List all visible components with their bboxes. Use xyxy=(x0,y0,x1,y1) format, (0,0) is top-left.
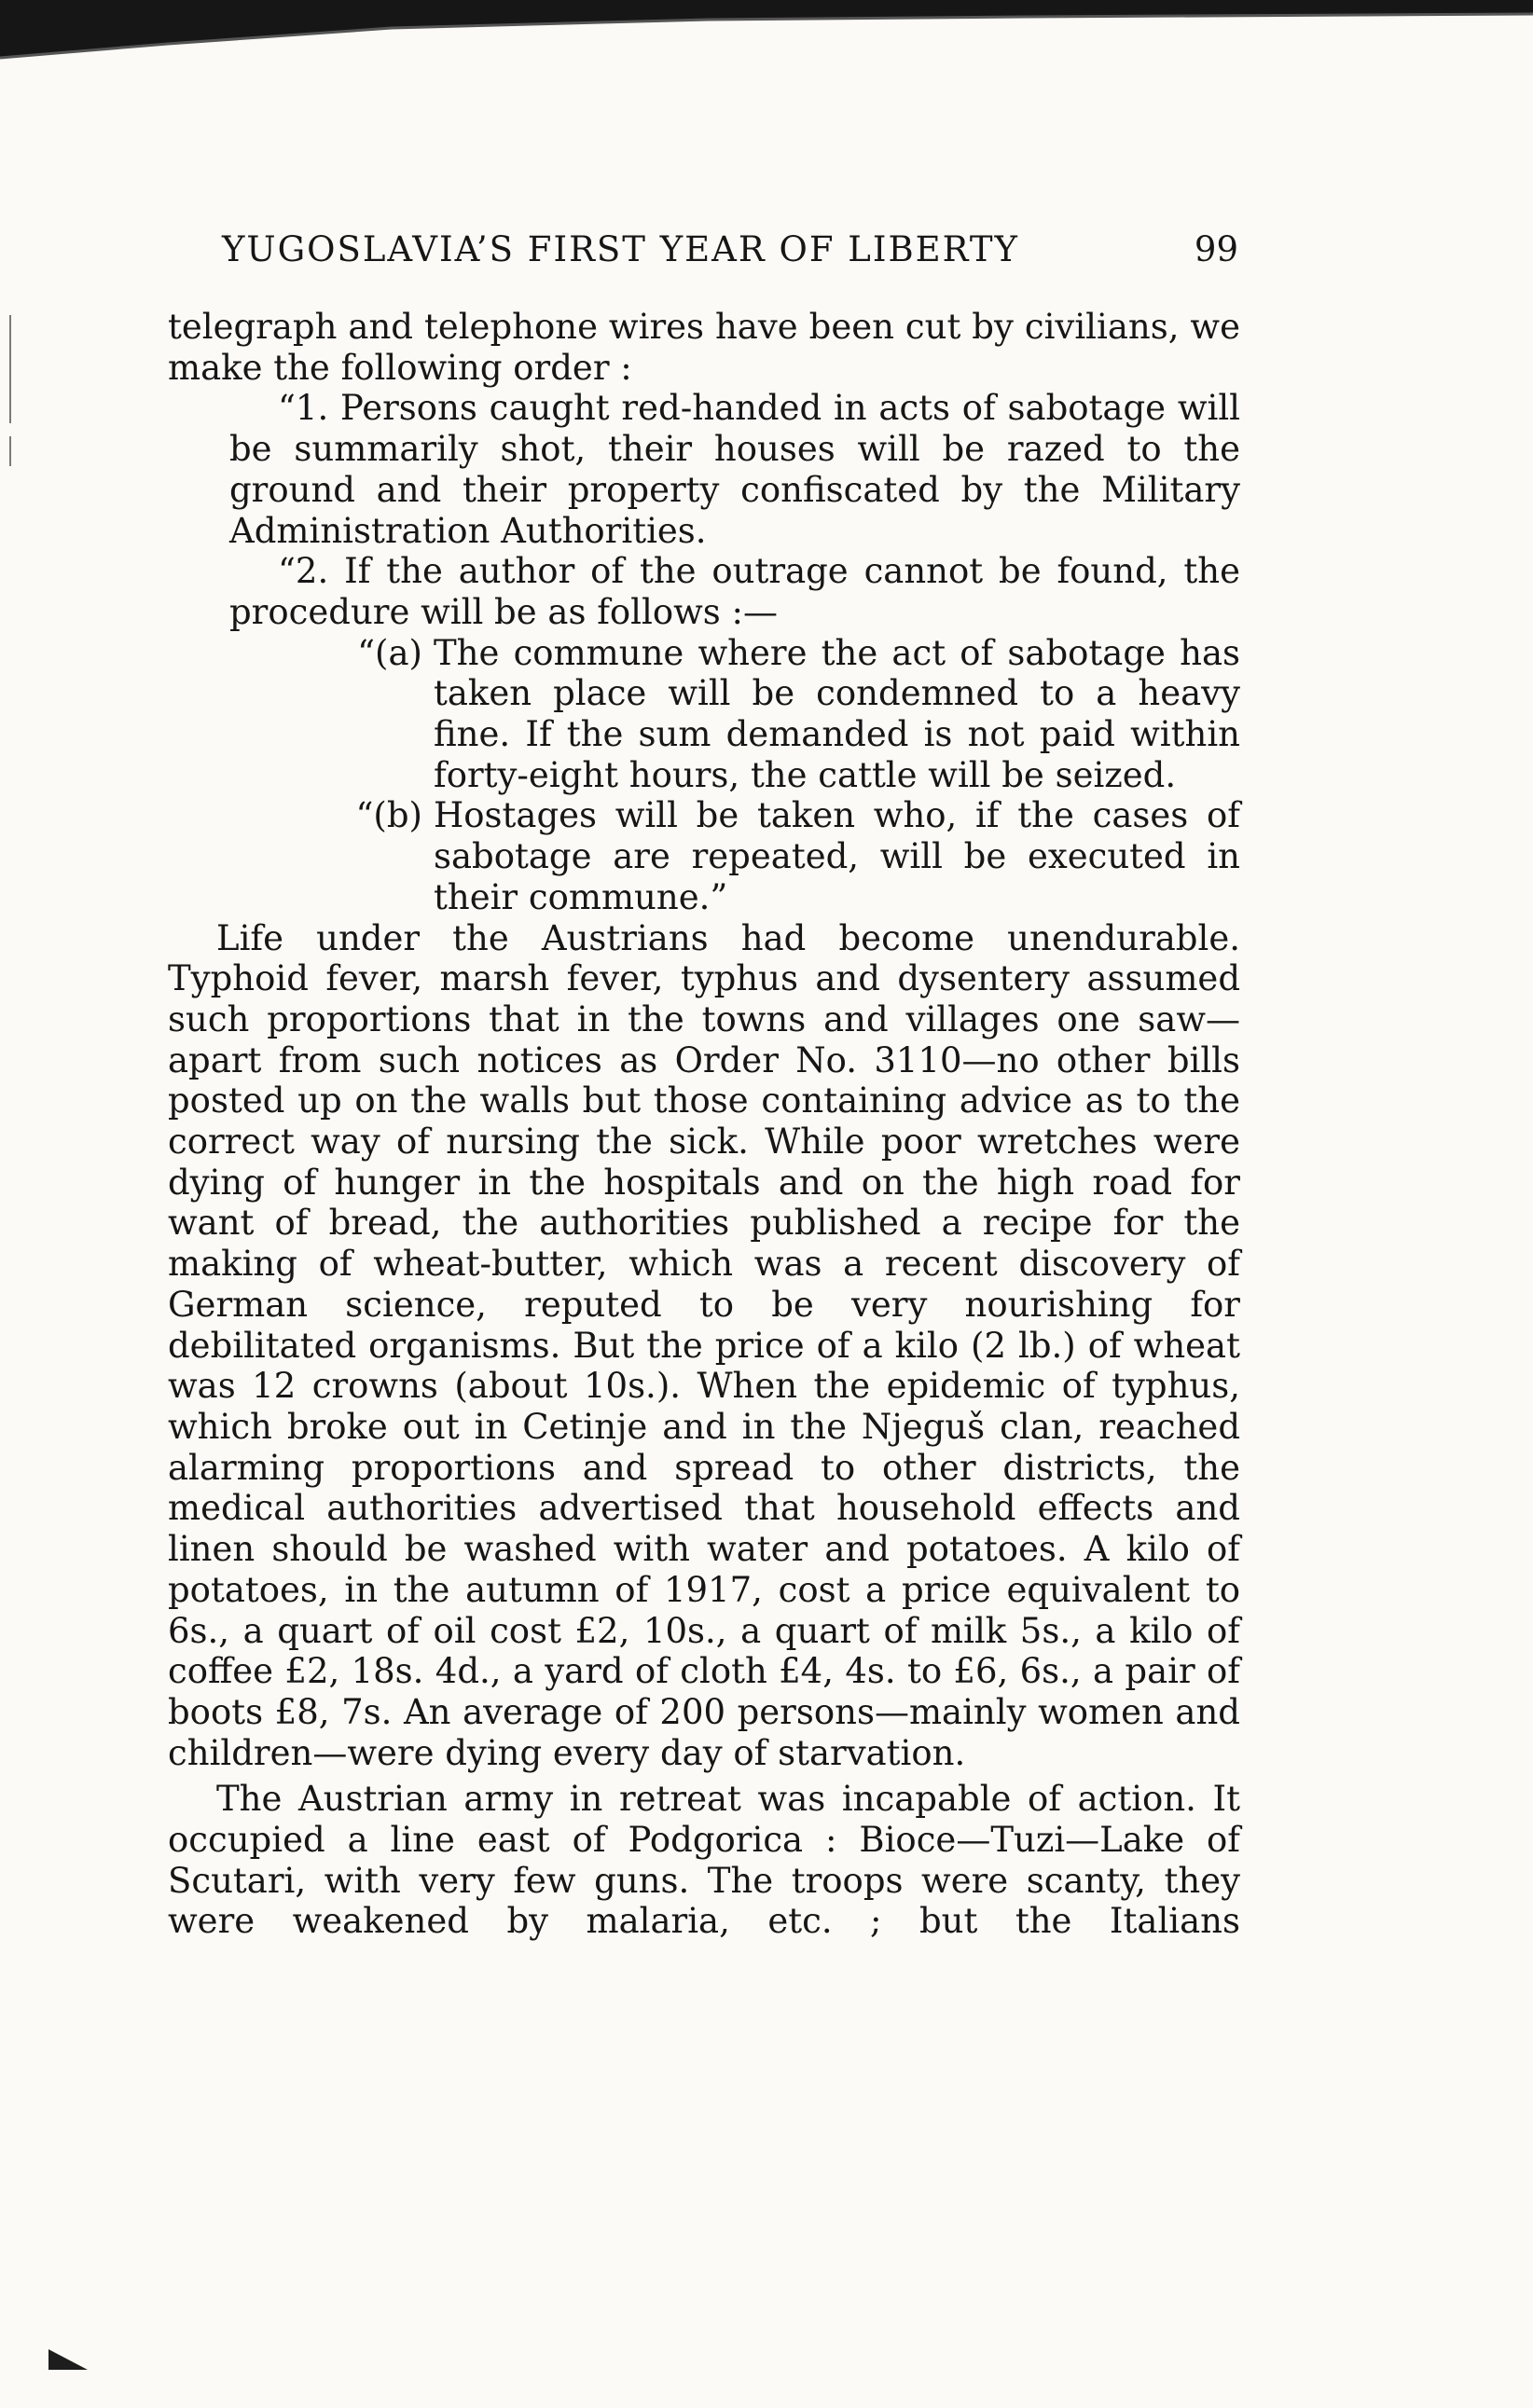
opening-paragraph: telegraph and telephone wires have been cut by civilians, we make the following order : xyxy=(168,307,1240,388)
order-item-1: “1. Persons caught red-handed in acts of sabotage will be summarily shot, their houses will be razed to the ground and their property confiscated by the Military Administration Authorities. xyxy=(229,388,1240,551)
left-page-margin-line-lower xyxy=(9,436,11,466)
left-page-margin-line xyxy=(9,315,11,423)
sub-item-a-label: “(a) xyxy=(357,632,422,673)
order-sub-item-b xyxy=(331,795,1240,917)
book-page xyxy=(168,229,1240,1942)
sub-item-b-text: Hostages will be taken who, if the cases of sabotage are repeated, will be executed in their commune.” xyxy=(434,795,1240,917)
order-sub-item-a xyxy=(331,633,1240,796)
page-title: YUGOSLAVIA’S FIRST YEAR OF LIBERTY xyxy=(222,229,1019,269)
paragraph-austrian-army: The Austrian army in retreat was incapable of action. It occupied a line east of Podgorica : Bioce—Tuzi—Lake of Scutari, with very few guns. The troops were scanty, they were weakened by malaria, etc. ; but the Italians xyxy=(168,1779,1240,1942)
page-number: 99 xyxy=(1194,229,1238,269)
scanner-edge-shadow xyxy=(0,0,1533,65)
running-header xyxy=(222,229,1238,269)
sub-item-a-text: The commune where the act of sabotage has taken place will be condemned to a heavy fine. If the sum demanded is not paid within forty-eight hours, the cattle will be seized. xyxy=(434,632,1240,795)
order-item-2: “2. If the author of the outrage cannot be found, the procedure will be as follows :— xyxy=(229,551,1240,632)
sub-item-b-label: “(b) xyxy=(355,795,422,836)
page-corner-mark xyxy=(48,2349,88,2370)
main-text xyxy=(168,307,1240,1942)
paragraph-life-under-austrians: Life under the Austrians had become unendurable. Typhoid fever, marsh fever, typhus and dysentery assumed such proportions that in the towns and villages one saw—apart from such notices as Order No. 3110—no other bills posted up on the walls but those containing advice as to the correct way of nursing the sick. While poor wretches were dying of hunger in the hospitals and on the high road for want of bread, the authorities published a recipe for the making of wheat-butter, which was a recent discovery of German science, reputed to be very nourishing for debilitated organisms. But the price of a kilo (2 lb.) of wheat was 12 crowns (about 10s.). When the epidemic of typhus, which broke out in Cetinje and in the Njeguš clan, reached alarming proportions and spread to other districts, the medical authorities advertised that household effects and linen should be washed with water and potatoes. A kilo of potatoes, in the autumn of 1917, cost a price equivalent to 6s., a quart of oil cost £2, 10s., a quart of milk 5s., a kilo of coffee £2, 18s. 4d., a yard of cloth £4, 4s. to £6, 6s., a pair of boots £8, 7s. An average of 200 persons—mainly women and children—were dying every day of starvation. xyxy=(168,917,1240,1773)
